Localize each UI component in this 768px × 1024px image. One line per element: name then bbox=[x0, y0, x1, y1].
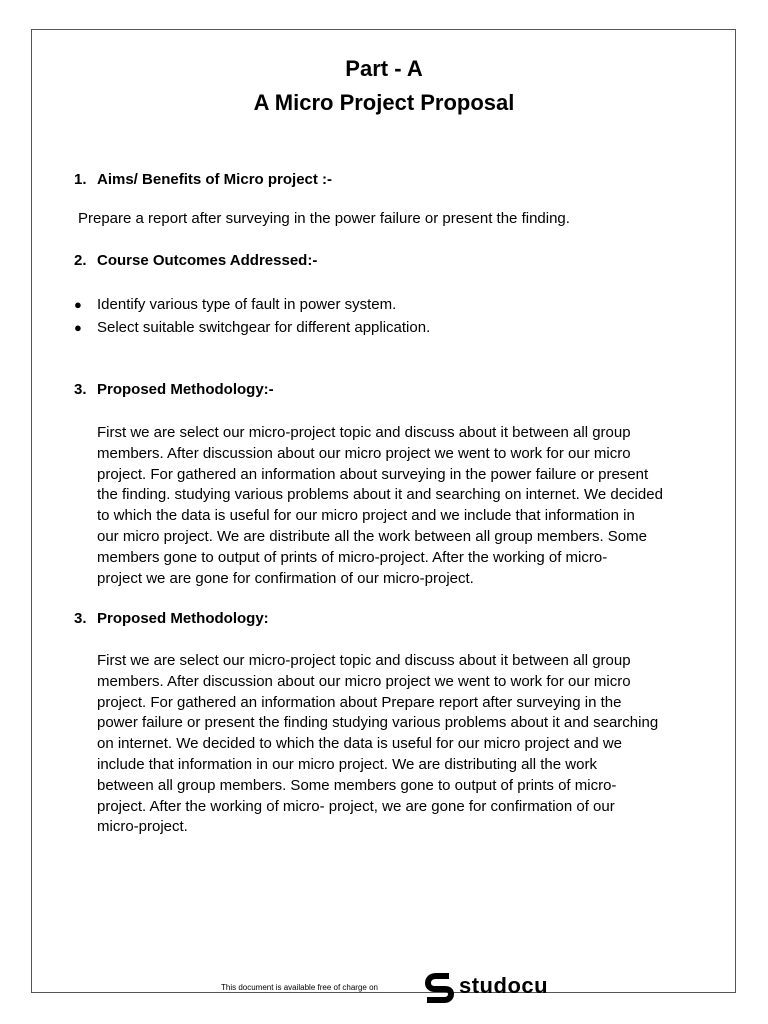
paragraph-line: power failure or present the finding studying various problems about it and searching bbox=[97, 714, 659, 732]
paragraph-line: project we are gone for confirmation of our micro-project. bbox=[97, 569, 474, 587]
footer-note: This document is available free of charge on bbox=[221, 983, 378, 992]
paragraph-line: First we are select our micro-project topic and discuss about it between all group bbox=[97, 424, 631, 441]
page-title: A Micro Project Proposal bbox=[253, 90, 515, 115]
list-item bbox=[74, 295, 430, 318]
paragraph-line: include that information in our micro project. We are distributing all the work bbox=[97, 755, 597, 773]
section-heading-methodology-2 bbox=[74, 610, 269, 627]
section-number: 2. bbox=[74, 252, 87, 269]
aims-text: Prepare a report after surveying in the power failure or present the finding. bbox=[78, 210, 570, 227]
methodology-paragraph-1 bbox=[97, 423, 732, 589]
part-label: Part - A bbox=[345, 56, 423, 81]
outcomes-list bbox=[74, 295, 430, 341]
section-heading-text: Course Outcomes Addressed:- bbox=[97, 252, 318, 269]
paragraph-line: project. After the working of micro- project, we are gone for confirmation of our bbox=[97, 797, 615, 815]
paragraph-line: micro-project. bbox=[97, 818, 188, 836]
list-item-text: Select suitable switchgear for different application. bbox=[97, 319, 431, 336]
paragraph-line: members. After discussion about our micro project we went to work for our micro bbox=[97, 444, 631, 462]
section-heading-text: Proposed Methodology: bbox=[97, 610, 269, 627]
section-heading-aims bbox=[74, 171, 332, 188]
paragraph-line: our micro project. We are distribute all the work between all group members. Some bbox=[97, 527, 647, 545]
section-heading-text: Proposed Methodology:- bbox=[97, 381, 274, 398]
paragraph-line: members. After discussion about our micro project we went to work for our micro bbox=[97, 672, 631, 690]
paragraph-line: between all group members. Some members gone to output of prints of micro- bbox=[97, 776, 617, 794]
section-number: 1. bbox=[74, 171, 87, 188]
paragraph-line: members gone to output of prints of micro-project. After the working of micro- bbox=[97, 548, 608, 566]
section-number: 3. bbox=[74, 381, 87, 398]
paragraph-line: on internet. We decided to which the data is useful for our micro project and we bbox=[97, 735, 623, 753]
studocu-brand[interactable]: studocu bbox=[459, 973, 549, 998]
section-number: 3. bbox=[74, 610, 87, 627]
section-heading-outcomes bbox=[74, 252, 317, 269]
bullet-icon: ● bbox=[74, 320, 82, 335]
studocu-logo-icon[interactable] bbox=[424, 972, 456, 1004]
paragraph-line: First we are select our micro-project topic and discuss about it between all group bbox=[97, 652, 631, 669]
paragraph-line: to which the data is useful for our micro project and we include that information in bbox=[97, 507, 635, 525]
methodology-paragraph-2 bbox=[97, 651, 732, 838]
list-item-text: Identify various type of fault in power system. bbox=[97, 296, 397, 313]
paragraph-line: project. For gathered an information about surveying in the power failure or present bbox=[97, 465, 649, 483]
section-heading-text: Aims/ Benefits of Micro project :- bbox=[97, 171, 333, 188]
bullet-icon: ● bbox=[74, 297, 82, 312]
paragraph-line: project. For gathered an information about Prepare report after surveying in the bbox=[97, 693, 622, 711]
paragraph-line: the finding. studying various problems about it and searching on internet. We decided bbox=[97, 486, 663, 504]
list-item bbox=[74, 318, 430, 341]
section-heading-methodology-1 bbox=[74, 381, 274, 398]
